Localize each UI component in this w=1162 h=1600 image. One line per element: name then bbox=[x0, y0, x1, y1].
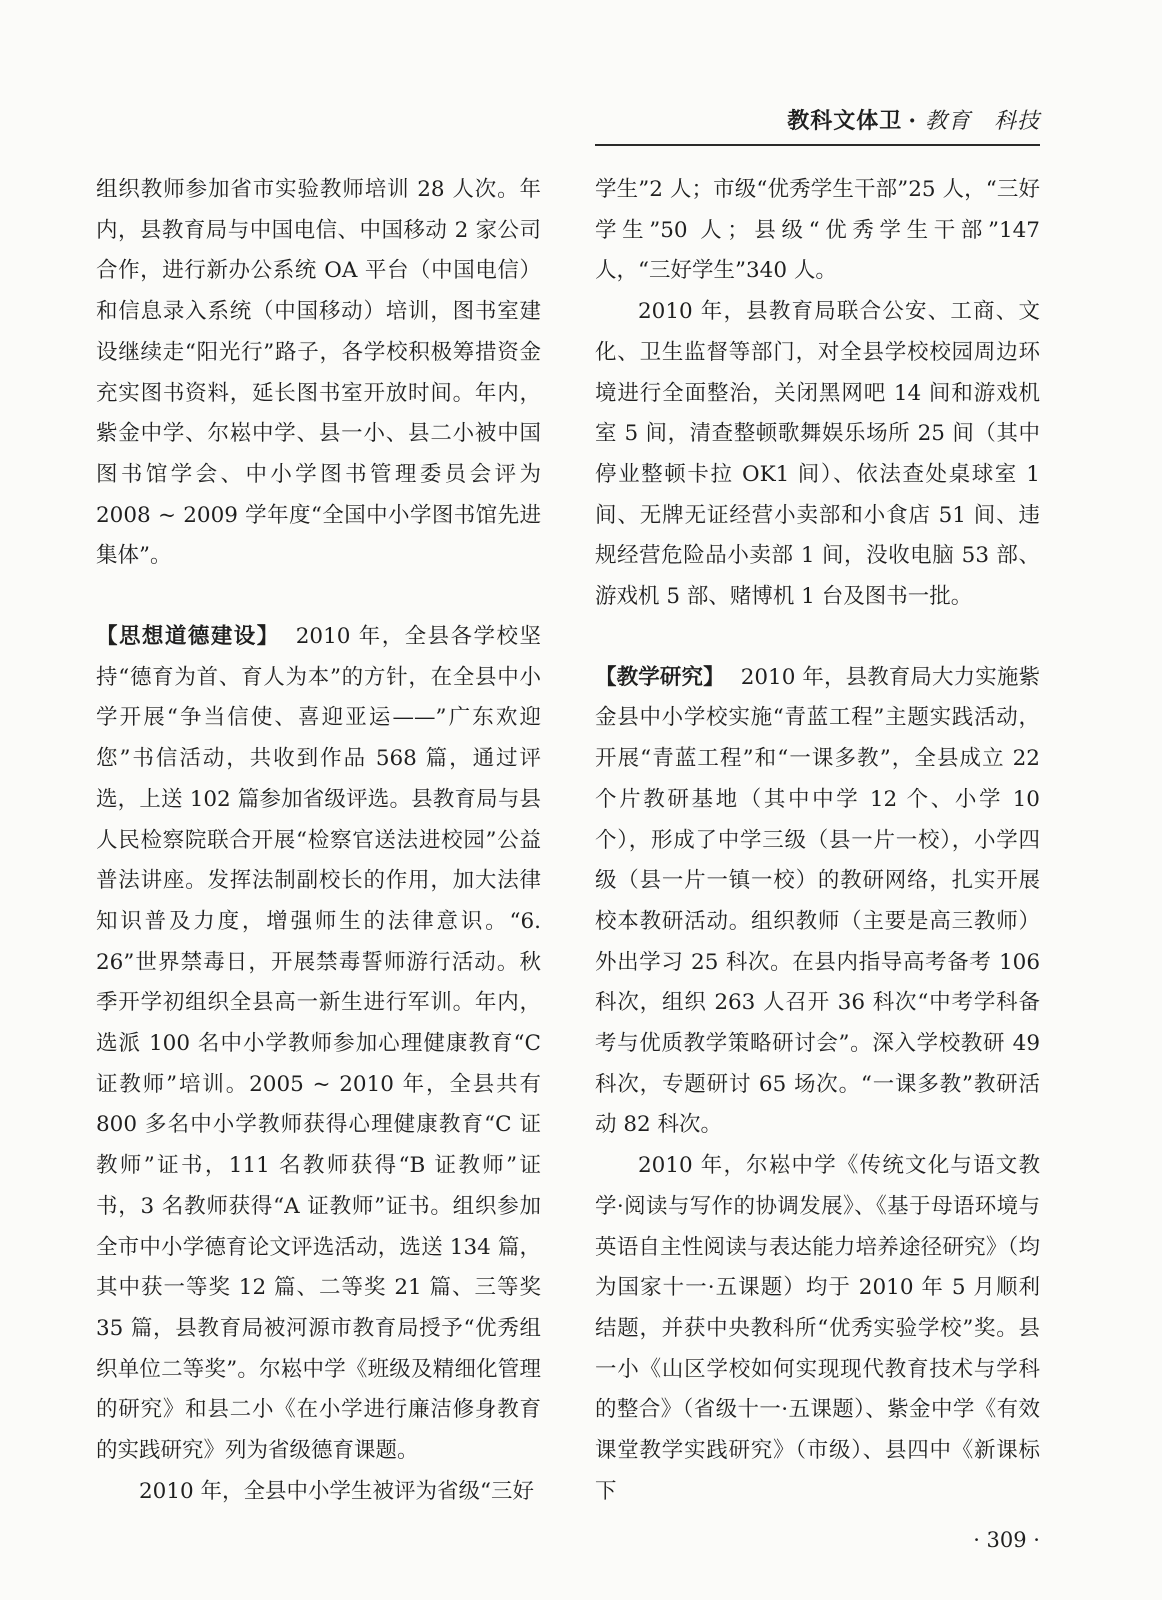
header-rule bbox=[595, 144, 1040, 146]
section-body-moral-education: 2010 年，全县各学校坚持“德育为首、育人为本”的方针，在全县中小学开展“争当信使、喜迎亚运——”广东欢迎您”书信活动，共收到作品 568 篇，通过评选，上送 102 篇参加省级评选。县教育局与县人民检察院联合开展“检察官送法进校园”公益普法讲座。发挥法制副校长的作用，加大法律知识普及力度，增强师生的法律意识。“6. 26”世界禁毒日，开展禁毒誓师游行活动。秋季开学初组织全县高一新生进行军训。年内，选派 100 名中小学教师参加心理健康教育“C 证教师”培训。2005 ~ 2010 年，全县共有 800 多名中小学教师获得心理健康教育“C 证教师”证书，111 名教师获得“B 证教师”证书，3 名教师获得“A 证教师”证书。组织参加全市中小学德育论文评选活动，选送 134 篇，其中获一等奖 12 篇、二等奖 21 篇、三等奖 35 篇，县教育局被河源市教育局授予“优秀组织单位二等奖”。尔崧中学《班级及精细化管理的研究》和县二小《在小学进行廉洁修身教育的实践研究》列为省级德育课题。 bbox=[96, 624, 541, 1464]
running-header bbox=[0, 104, 1040, 135]
right-paragraph-3 bbox=[595, 658, 1040, 1146]
page-number: · 309 · bbox=[973, 1528, 1040, 1552]
right-column bbox=[595, 170, 1040, 1513]
right-paragraph-4: 2010 年，尔崧中学《传统文化与语文教学·阅读与写作的协调发展》、《基于母语环境与英语自主性阅读与表达能力培养途径研究》（均为国家十一·五课题）均于 2010 年 5 月顺利结题，并获中央教科所“优秀实验学校”奖。县一小《山区学校如何实现现代教育技术与学科的整合》（省级十一·五课题）、紫金中学《有效课堂教学实践研究》（市级）、县四中《新课标下 bbox=[595, 1153, 1040, 1504]
header-title: 教科文体卫 bbox=[787, 108, 903, 134]
left-paragraph-1: 组织教师参加省市实验教师培训 28 人次。年内，县教育局与中国电信、中国移动 2 家公司合作，进行新办公系统 OA 平台（中国电信）和信息录入系统（中国移动）培训，图书室建设继续走“阳光行”路子，各学校积极筹措资金充实图书资料，延长图书室开放时间。年内，紫金中学、尔崧中学、县一小、县二小被中国图书馆学会、中小学图书管理委员会评为 2008 ~ 2009 学年度“全国中小学图书馆先进集体”。 bbox=[96, 177, 541, 569]
left-paragraph-3: 2010 年，全县中小学生被评为省级“三好 bbox=[139, 1478, 535, 1504]
left-column bbox=[96, 170, 541, 1513]
right-paragraph-2: 2010 年，县教育局联合公安、工商、文化、卫生监督等部门，对全县学校校园周边环境进行全面整治，关闭黑网吧 14 间和游戏机室 5 间，清查整顿歌舞娱乐场所 25 间（其中停业整顿卡拉 OK1 间）、依法查处桌球室 1 间、无牌无证经营小卖部和小食店 51 间、违规经营危险品小卖部 1 间，没收电脑 53 部、游戏机 5 部、赌博机 1 台及图书一批。 bbox=[595, 299, 1040, 610]
section-body-teaching-research: 2010 年，县教育局大力实施紫金县中小学校实施“青蓝工程”主题实践活动，开展“青蓝工程”和“一课多教”，全县成立 22 个片教研基地（其中中学 12 个、小学 10 个），形成了中学三级（县一片一校），小学四级（县一片一镇一校）的教研网络，扎实开展校本教研活动。组织教师（主要是高三教师）外出学习 25 科次。在县内指导高考备考 106 科次，组织 263 人召开 36 科次“中考学科备考与优质教学策略研讨会”。深入学校教研 49 科次，专题研讨 65 场次。“一课多教”教研活动 82 科次。 bbox=[595, 664, 1040, 1138]
right-paragraph-1: 学生”2 人；市级“优秀学生干部”25 人，“三好学生”50 人；县级“优秀学生干部”147 人，“三好学生”340 人。 bbox=[595, 177, 1040, 284]
header-separator: · bbox=[908, 108, 917, 134]
section-heading-moral-education: 【思想道德建设】 bbox=[96, 624, 280, 650]
header-section: 教育 科技 bbox=[924, 109, 1040, 134]
section-heading-teaching-research: 【教学研究】 bbox=[595, 664, 725, 690]
left-paragraph-2 bbox=[96, 617, 541, 1472]
